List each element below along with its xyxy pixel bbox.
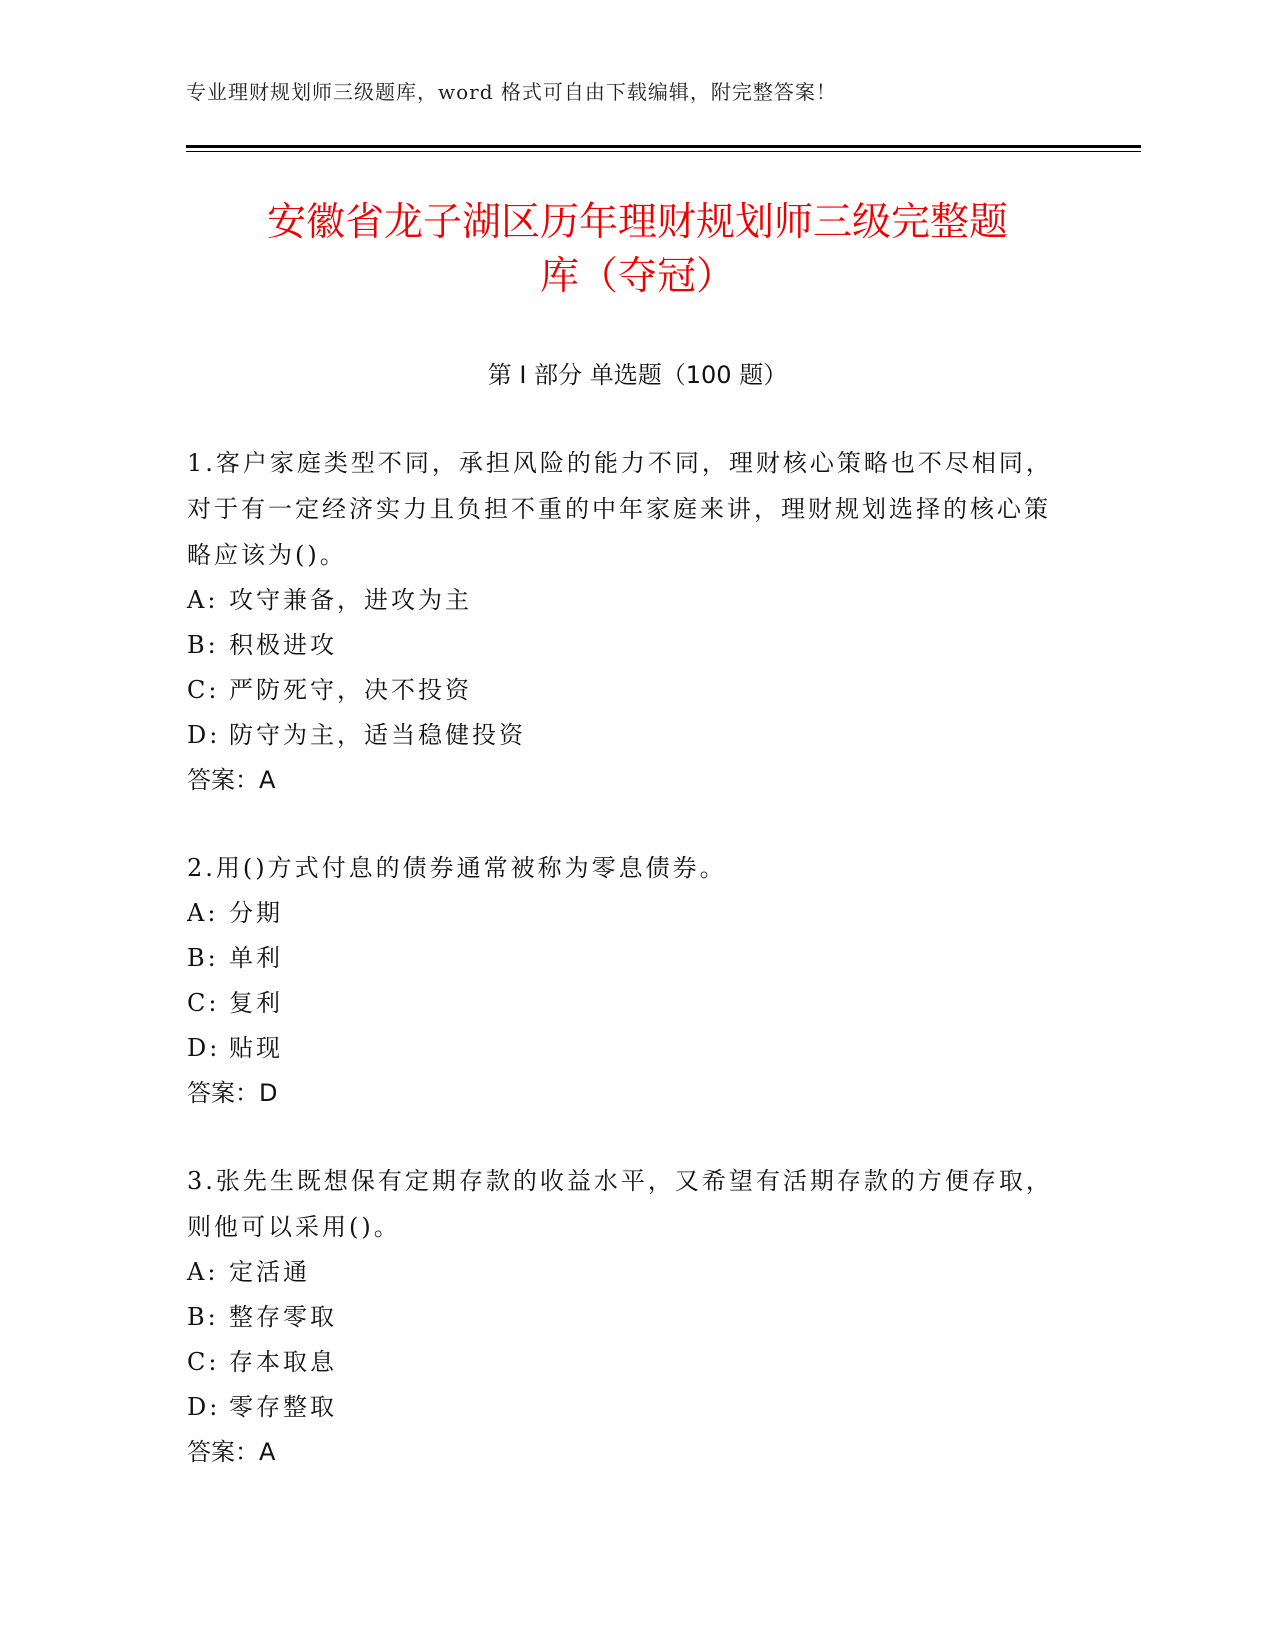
option-c — [187, 1340, 1067, 1385]
question-2 — [187, 845, 1067, 1116]
option-letter: C: — [187, 676, 220, 704]
document-title — [160, 196, 1115, 304]
option-text: 严防死守，决不投资 — [229, 676, 472, 704]
question-stem: 3.张先生既想保有定期存款的收益水平，又希望有活期存款的方便存取，则他可以采用()。 — [187, 1167, 1053, 1241]
document-title-line-2: 库（夺冠） — [539, 254, 735, 299]
header-rule-thin — [186, 151, 1141, 152]
option-letter: A: — [187, 1258, 219, 1286]
option-b — [187, 623, 1067, 668]
option-a — [187, 891, 1067, 936]
option-letter: B: — [187, 944, 219, 972]
answer: 答案：A — [187, 1438, 276, 1466]
option-text: 攻守兼备，进攻为主 — [229, 586, 472, 614]
option-letter: D: — [187, 1034, 221, 1062]
option-text: 分期 — [229, 899, 283, 927]
option-text: 整存零取 — [229, 1303, 337, 1331]
question-3 — [187, 1158, 1067, 1475]
option-b — [187, 1295, 1067, 1340]
option-text: 复利 — [229, 989, 283, 1017]
option-c — [187, 981, 1067, 1026]
question-list — [187, 440, 1067, 1517]
option-d — [187, 1026, 1067, 1071]
option-letter: D: — [187, 721, 221, 749]
option-letter: A: — [187, 586, 219, 614]
answer: 答案：D — [187, 1079, 278, 1107]
option-letter: C: — [187, 1348, 220, 1376]
header-rule-thick — [186, 145, 1141, 148]
question-1 — [187, 440, 1067, 803]
option-text: 防守为主，适当稳健投资 — [229, 721, 526, 749]
option-letter: C: — [187, 989, 220, 1017]
document-title-line-1: 安徽省龙子湖区历年理财规划师三级完整题 — [266, 200, 1008, 245]
option-b — [187, 936, 1067, 981]
section-title: 第 I 部分 单选题（100 题） — [487, 361, 788, 389]
option-text: 积极进攻 — [229, 631, 337, 659]
option-a — [187, 578, 1067, 623]
option-letter: D: — [187, 1393, 221, 1421]
option-letter: B: — [187, 1303, 219, 1331]
question-stem: 2.用()方式付息的债券通常被称为零息债券。 — [187, 854, 727, 882]
option-text: 零存整取 — [229, 1393, 337, 1421]
option-c — [187, 668, 1067, 713]
option-letter: B: — [187, 631, 219, 659]
option-a — [187, 1250, 1067, 1295]
option-text: 贴现 — [229, 1034, 283, 1062]
question-stem: 1.客户家庭类型不同，承担风险的能力不同，理财核心策略也不尽相同，对于有一定经济实力且负担不重的中年家庭来讲，理财规划选择的核心策略应该为()。 — [187, 449, 1053, 569]
option-d — [187, 713, 1067, 758]
option-d — [187, 1385, 1067, 1430]
option-text: 存本取息 — [229, 1348, 337, 1376]
option-text: 单利 — [229, 944, 283, 972]
option-letter: A: — [187, 899, 219, 927]
answer: 答案：A — [187, 766, 276, 794]
option-text: 定活通 — [229, 1258, 310, 1286]
header-note: 专业理财规划师三级题库，word 格式可自由下载编辑，附完整答案！ — [186, 80, 837, 104]
